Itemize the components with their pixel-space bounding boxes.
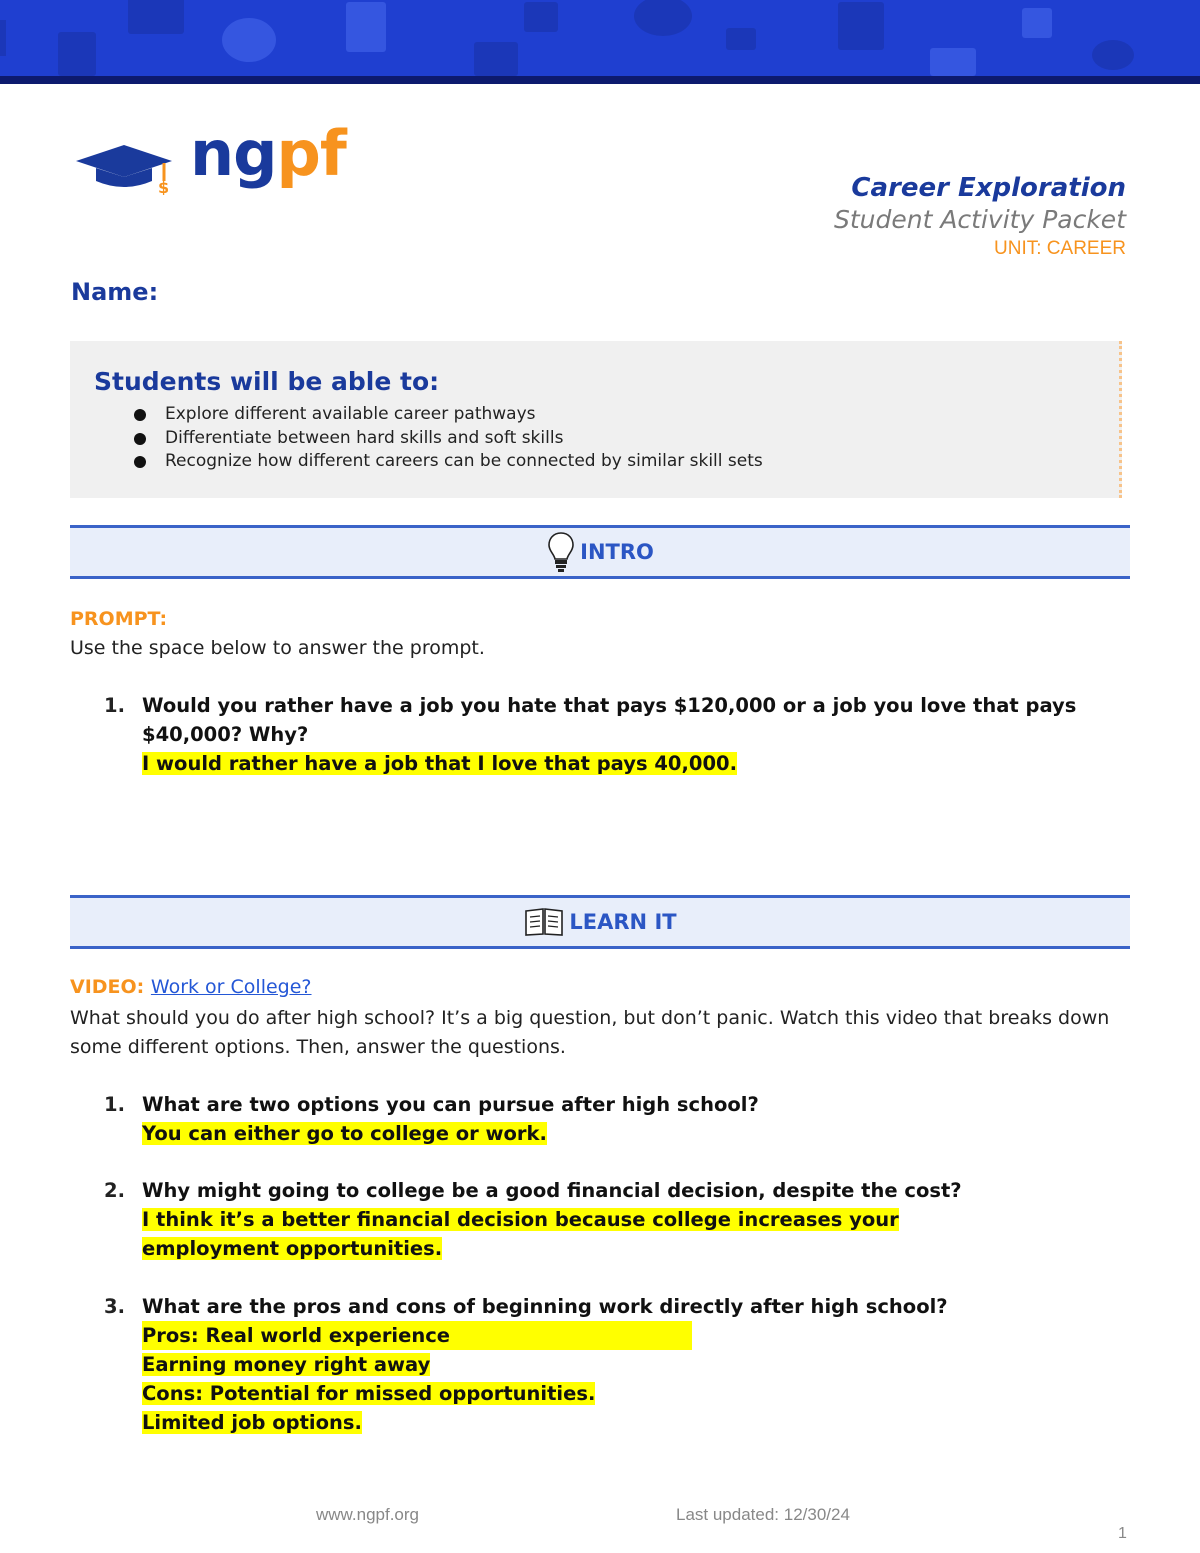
decor-piggy-bank-icon (222, 18, 276, 62)
decor-folder-icon (930, 48, 976, 76)
page-title: Career Exploration (851, 173, 1126, 203)
answer-text: Limited job options. (142, 1411, 362, 1434)
footer-website: www.ngpf.org (316, 1505, 419, 1524)
list-item: Recognize how different careers can be connected by similar skill sets (130, 450, 763, 474)
learn-question-3 (104, 1292, 1124, 1437)
decor-calculator-icon (524, 2, 558, 32)
question-text: What are two options you can pursue after high school? (142, 1093, 759, 1116)
answer-text: You can either go to college or work. (142, 1122, 547, 1145)
svg-text:$: $ (158, 178, 170, 195)
question-number: 1. (104, 1093, 125, 1116)
decor-folder-icon (726, 28, 756, 50)
learn-section-header (70, 895, 1130, 949)
ngpf-logo (72, 117, 346, 199)
video-label: VIDEO: (70, 976, 145, 998)
answer-text: employment opportunities. (142, 1237, 443, 1260)
video-description: What should you do after high school? It’s a big question, but don’t panic. Watch this video that breaks down some different options. Then, answer the questions. (70, 1007, 1110, 1058)
decor-piggy-bank-icon (1092, 40, 1134, 70)
learn-question-2 (104, 1176, 1124, 1263)
lightbulb-icon (546, 530, 576, 574)
question-number: 1. (104, 694, 125, 717)
video-kicker (70, 976, 312, 998)
prompt-label: PROMPT: (70, 608, 168, 630)
section-label: LEARN IT (569, 910, 677, 934)
answer-text: I think it’s a better financial decision because college increases your (142, 1208, 899, 1231)
logo-wordmark: ngpf (190, 117, 346, 190)
decor-square (128, 0, 184, 34)
decor-calculator-icon (838, 2, 884, 50)
list-item: Explore different available career pathways (130, 403, 763, 427)
intro-question (104, 691, 1124, 778)
decor-edge-bar (0, 20, 6, 56)
question-number: 3. (104, 1295, 125, 1318)
prompt-instruction: Use the space below to answer the prompt. (70, 637, 485, 659)
decor-document-icon (58, 32, 96, 76)
objectives-title: Students will be able to: (94, 367, 440, 396)
name-field-label: Name: (71, 278, 159, 306)
video-link[interactable]: Work or College? (150, 976, 312, 998)
decor-folder-icon (474, 42, 518, 76)
banner-band (0, 76, 1200, 84)
decor-document-icon (346, 2, 386, 52)
list-item: Differentiate between hard skills and soft skills (130, 427, 763, 451)
book-icon (523, 907, 565, 937)
footer-updated: Last updated: 12/30/24 (676, 1505, 850, 1524)
page-subtitle: Student Activity Packet (833, 205, 1126, 234)
answer-text: I would rather have a job that I love that pays 40,000. (142, 752, 737, 775)
answer-text: Cons: Potential for missed opportunities. (142, 1382, 596, 1405)
question-text: What are the pros and cons of beginning work directly after high school? (142, 1295, 948, 1318)
answer-text: Earning money right away (142, 1353, 431, 1376)
question-text: Why might going to college be a good financial decision, despite the cost? (142, 1179, 962, 1202)
learn-question-1 (104, 1090, 1124, 1148)
objectives-box (70, 341, 1122, 498)
intro-section-header (70, 525, 1130, 579)
unit-label: UNIT: CAREER (994, 238, 1126, 259)
question-text: Would you rather have a job you hate that pays $120,000 or a job you love that pays $40,000? Why? (142, 694, 1077, 746)
graduation-cap-icon (72, 135, 180, 195)
objectives-list (130, 403, 763, 474)
decor-calculator-icon (1022, 8, 1052, 38)
section-label: INTRO (580, 540, 654, 564)
decor-piggy-bank-icon (634, 0, 692, 36)
answer-text: Pros: Real world experience (142, 1321, 692, 1350)
question-number: 2. (104, 1179, 125, 1202)
page-number: 1 (1118, 1525, 1127, 1542)
header-banner (0, 0, 1200, 76)
title-block (834, 172, 1126, 262)
